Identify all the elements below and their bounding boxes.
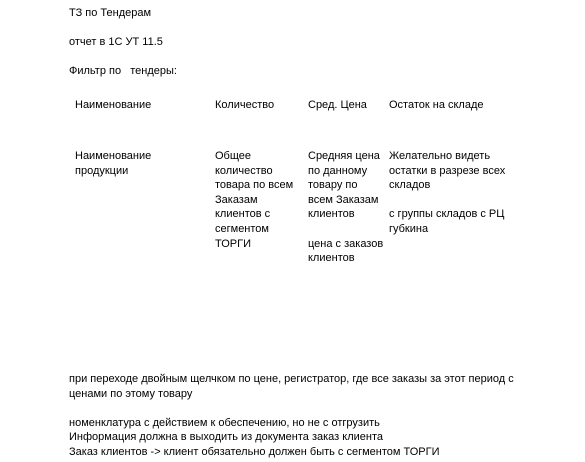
document-title: ТЗ по Тендерам [69,7,152,19]
note-line-4: Заказ клиентов -> клиент обязательно должен быть с сегментом ТОРГИ [69,446,440,458]
cell-name-text: Наименование продукции [75,150,152,177]
cell-quantity-text: Общее количество товара по всем Заказам клиентов с сегментом ТОРГИ [215,150,294,250]
header-name: Наименование [75,99,152,111]
cell-price-note: цена с заказов клиентов [308,237,384,265]
cell-stock-text: Желательно видеть остатки в разрезе всех складов [389,150,506,192]
note-line-3: Информация должна в выходить из документа заказ клиента [69,431,383,444]
cell-price [308,149,384,266]
cell-stock-note: с группы складов с РЦ губкина [389,208,505,235]
cell-name [75,149,175,178]
filter-line: Фильтр по тендеры: [69,65,177,77]
cell-stock [389,149,514,237]
note-line-1b: ценами по этому товару [69,387,193,400]
note-line-2: номенклатура с действием к обеспечению, но не с отгрузить [69,416,380,429]
cell-price-gap [308,222,384,237]
cell-stock-gap [389,193,514,208]
note-line-1a: при переходе двойным щелчком по цене, регистратор, где все заказы за этот период с [69,373,514,385]
cell-price-text: Средняя цена по данному товару по всем Заказам клиентов [308,150,380,221]
cell-quantity [215,149,303,251]
header-price: Сред. Цена [308,99,367,111]
header-quantity: Количество [215,99,275,111]
header-stock: Остаток на складе [389,99,484,111]
report-line: отчет в 1С УТ 11.5 [69,36,163,48]
